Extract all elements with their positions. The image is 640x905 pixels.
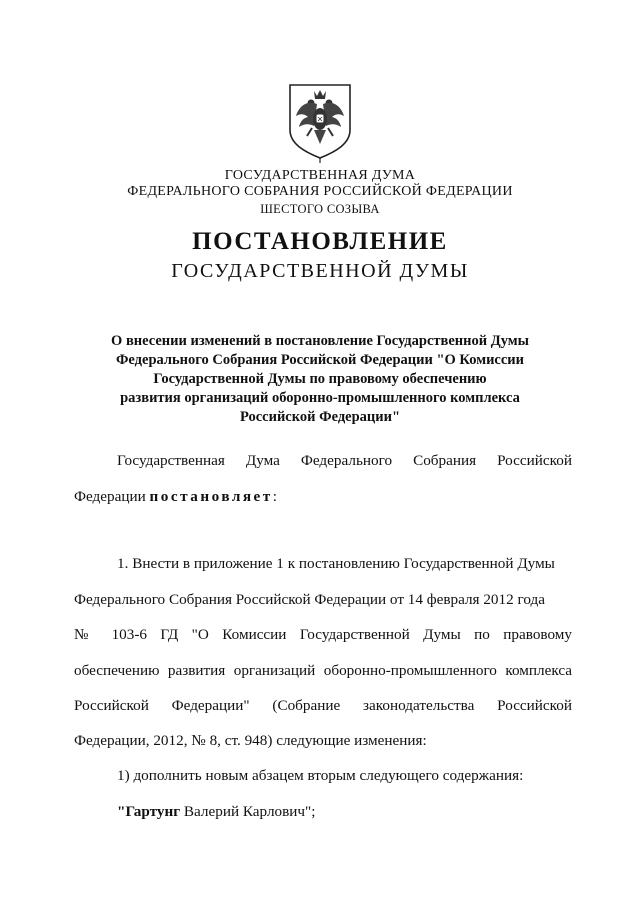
paragraph-1-line-6: Федерации, 2012, № 8, ст. 948) следующие изменения: (74, 732, 427, 749)
subject-line-5: Российской Федерации" (239, 409, 401, 425)
intro-federation: Федерации (74, 488, 146, 505)
subject-line-4: развития организаций оборонно-промышленного комплекса (120, 390, 520, 406)
paragraph-1-line-5-text: Российской Федерации" (Собрание законодательства Российской (74, 697, 572, 714)
name-open-quote: " (117, 803, 126, 820)
resolves-word: постановляет (149, 488, 273, 505)
header-line-3: ШЕСТОГО СОЗЫВА (260, 202, 380, 216)
paragraph-1-line-3 (74, 626, 572, 644)
surname: Гартунг (125, 803, 181, 820)
intro-word: Федерального (300, 452, 393, 469)
intro-word: Государственная (117, 452, 225, 469)
document-subtitle: ГОСУДАРСТВЕННОЙ ДУМЫ (171, 260, 469, 282)
paragraph-1-line-2: Федерального Собрания Российской Федерации от 14 февраля 2012 года (74, 591, 545, 608)
item-1: 1) дополнить новым абзацем вторым следующего содержания: (117, 767, 524, 784)
paragraph-1-line-1: 1. Внести в приложение 1 к постановлению Государственной Думы (117, 555, 555, 572)
paragraph-1-line-5 (74, 697, 572, 715)
header-line-1: ГОСУДАРСТВЕННАЯ ДУМА (224, 168, 416, 183)
item-1-name-line (117, 803, 315, 821)
paragraph-1-line-4-text: обеспечению развития организаций оборонно-промышленного комплекса (74, 662, 572, 679)
subject-line-3: Государственной Думы по правовому обеспечению (153, 371, 487, 387)
header-line-2: ФЕДЕРАЛЬНОГО СОБРАНИЯ РОССИЙСКОЙ ФЕДЕРАЦИИ (127, 184, 513, 199)
coat-of-arms-emblem (287, 82, 353, 164)
subject-line-2: Федерального Собрания Российской Федерации "О Комиссии (115, 352, 525, 368)
intro-line-2 (74, 488, 277, 506)
document-title: ПОСТАНОВЛЕНИЕ (192, 228, 448, 255)
intro-word: Собрания (413, 452, 477, 469)
intro-colon: : (272, 488, 277, 505)
paragraph-1-line-4 (74, 662, 572, 680)
paragraph-1-line-3-text: № 103-6 ГД "О Комиссии Государственной Думы по правовому (74, 626, 572, 643)
intro-word: Дума (245, 452, 280, 469)
subject-line-1: О внесении изменений в постановление Государственной Думы (111, 333, 529, 349)
intro-word: Российской (497, 452, 572, 469)
intro-line-1 (117, 452, 572, 470)
name-rest: Валерий Карлович"; (180, 803, 316, 820)
